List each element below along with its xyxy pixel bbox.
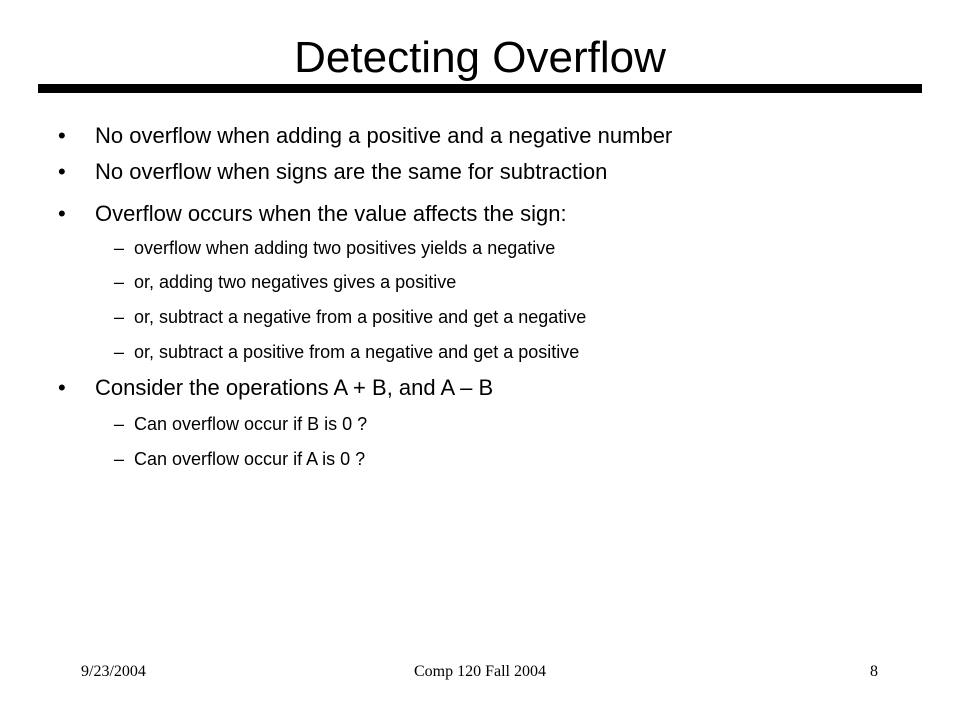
sub-bullet-marker: – (114, 449, 125, 469)
bullet-marker: • (58, 201, 66, 226)
slide-title: Detecting Overflow (294, 33, 666, 82)
footer-page-number: 8 (870, 663, 878, 680)
sub-bullet-marker: – (114, 307, 125, 327)
sub-bullet-marker: – (114, 238, 125, 258)
bullet-marker: • (58, 123, 66, 148)
title-underline (38, 84, 922, 93)
sub-bullet-text: or, subtract a negative from a positive and get a negative (134, 307, 587, 327)
bullet-text: No overflow when signs are the same for subtraction (95, 159, 608, 184)
bullet-text: No overflow when adding a positive and a negative number (95, 123, 673, 148)
sub-bullet-text: or, adding two negatives gives a positive (134, 272, 457, 292)
sub-bullet-marker: – (114, 272, 125, 292)
sub-bullet-text: overflow when adding two positives yields a negative (134, 238, 556, 258)
sub-bullet-marker: – (114, 342, 125, 362)
footer-course: Comp 120 Fall 2004 (413, 663, 546, 680)
footer-date: 9/23/2004 (81, 663, 146, 680)
bullet-text: Consider the operations A + B, and A – B (95, 375, 494, 400)
bullet-marker: • (58, 375, 66, 400)
sub-bullet-text: Can overflow occur if B is 0 ? (134, 414, 368, 434)
sub-bullet-text: Can overflow occur if A is 0 ? (134, 449, 366, 469)
sub-bullet-marker: – (114, 414, 125, 434)
sub-bullet-text: or, subtract a positive from a negative and get a positive (134, 342, 580, 362)
bullet-text: Overflow occurs when the value affects the sign: (95, 201, 567, 226)
bullet-marker: • (58, 159, 66, 184)
